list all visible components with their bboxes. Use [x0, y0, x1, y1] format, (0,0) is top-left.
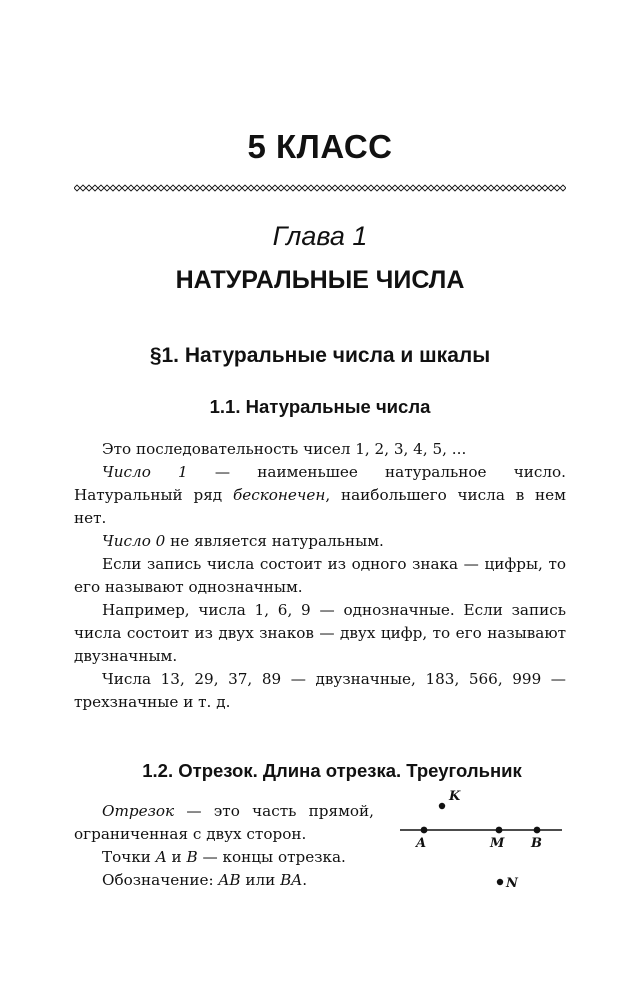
paragraph-text: — концы отрезка. [197, 848, 346, 866]
chapter-title: НАТУРАЛЬНЫЕ ЧИСЛА [175, 266, 465, 294]
subsection-1-body [74, 438, 566, 714]
paragraph [74, 846, 374, 869]
chapter-label: Глава 1 [272, 221, 368, 251]
point-B [534, 827, 541, 834]
paragraph [74, 530, 566, 553]
paragraph-text: или [240, 871, 281, 889]
point-M [496, 827, 503, 834]
label-B: B [531, 836, 542, 851]
ornament-divider [74, 184, 566, 192]
point-K [439, 803, 445, 809]
emphasis: Число 1 [102, 463, 188, 481]
emphasis: Число 0 [102, 532, 166, 550]
paragraph-text: и [166, 848, 187, 866]
paragraph [74, 461, 566, 530]
subsection-2-body [74, 800, 374, 892]
label-A: A [416, 836, 427, 851]
section-title: §1. Натуральные числа и шкалы [149, 344, 491, 367]
paragraph: Это последовательность чисел 1, 2, 3, 4, 5, ... [102, 440, 467, 458]
subsection-title-1: 1.1. Натуральные числа [209, 396, 431, 417]
paragraph-text: — наименьшее натуральное число. Натуральный ряд [74, 463, 566, 504]
label-M: M [490, 836, 505, 851]
emphasis: бесконечен [232, 486, 326, 504]
paragraph-text: — это часть прямой, ограниченная с двух сторон. [74, 802, 374, 843]
paragraph [74, 869, 374, 892]
paragraph-text: Обозначение: [102, 871, 219, 889]
segment-name: AB [218, 871, 241, 889]
grade-title: 5 КЛАСС [247, 128, 393, 165]
paragraph-text: , наибольшего числа в нем нет. [74, 486, 566, 527]
point-name: B [186, 848, 198, 866]
segment-name: BA [280, 871, 303, 889]
label-N: N [506, 876, 518, 891]
paragraph: Например, числа 1, 6, 9 — однозначные. Если запись числа состоит из двух знаков — двух цифр, то его называют двузначным. [74, 601, 566, 665]
point-name: A [155, 848, 167, 866]
paragraph: Если запись числа состоит из одного знака — цифры, то его называют однозначным. [74, 555, 566, 596]
paragraph-text: не является натуральным. [165, 532, 384, 550]
point-N [497, 879, 503, 885]
paragraph [74, 800, 374, 846]
paragraph: Числа 13, 29, 37, 89 — двузначные, 183, 566, 999 — трехзначные и т. д. [74, 670, 566, 711]
paragraph-text: Точки [102, 848, 156, 866]
point-A [421, 827, 428, 834]
subsection-title-2: 1.2. Отрезок. Длина отрезка. Треугольник [142, 760, 522, 781]
emphasis: Отрезок [102, 802, 175, 820]
label-K: K [449, 789, 461, 804]
paragraph-text: . [302, 871, 308, 889]
segment-figure [396, 788, 566, 898]
